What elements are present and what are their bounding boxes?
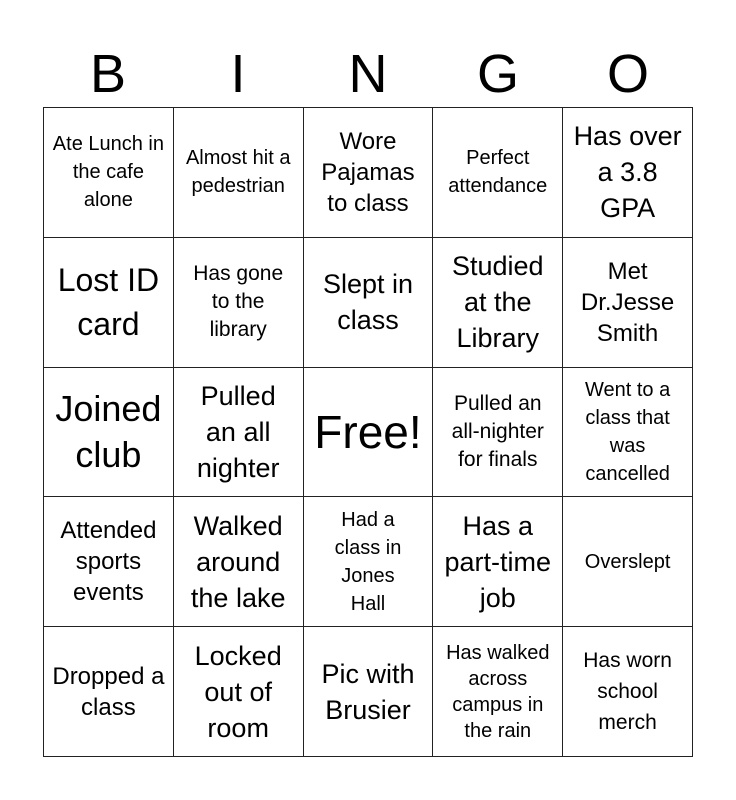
free-space[interactable] [304, 368, 434, 498]
bingo-cell[interactable] [44, 368, 174, 498]
free-space-label: Free! [314, 405, 422, 458]
cell-label: Lost ID card [57, 262, 160, 343]
cell-label: Dropped a class [52, 662, 165, 721]
cell-label: Pulled an all-nighter for finals [451, 391, 544, 471]
header-letter-o: O [606, 44, 649, 104]
bingo-cell[interactable] [304, 238, 434, 368]
bingo-cell[interactable] [563, 368, 693, 498]
bingo-cell[interactable] [174, 627, 304, 757]
cell-label: Pic with Brusier [321, 658, 415, 725]
cell-label: Slept in class [322, 269, 414, 336]
bingo-cell[interactable] [44, 108, 174, 238]
cell-label: Pulled an all nighter [196, 380, 280, 483]
bingo-cell[interactable] [304, 108, 434, 238]
header-letter-i: I [230, 44, 246, 104]
bingo-cell[interactable] [44, 497, 174, 627]
bingo-cell[interactable] [563, 238, 693, 368]
header-letter-n: N [348, 44, 388, 104]
bingo-cell[interactable] [563, 108, 693, 238]
cell-label: Has over a 3.8 GPA [573, 121, 682, 224]
cell-label: Went to a class that was cancelled [584, 378, 671, 485]
cell-label: Walked around the lake [190, 510, 286, 613]
cell-label: Has a part-time job [444, 510, 552, 613]
bingo-cell[interactable] [44, 238, 174, 368]
cell-label: Wore Pajamas to class [321, 127, 415, 217]
cell-label: Almost hit a pedestrian [185, 147, 291, 198]
cell-label: Ate Lunch in the cafe alone [52, 133, 164, 212]
bingo-cell[interactable] [174, 238, 304, 368]
bingo-cell[interactable] [433, 238, 563, 368]
bingo-cell[interactable] [304, 497, 434, 627]
cell-label: Has gone to the library [193, 262, 284, 342]
bingo-cell[interactable] [563, 497, 693, 627]
cell-label: Perfect attendance [448, 147, 548, 198]
bingo-cell[interactable] [174, 108, 304, 238]
bingo-cell[interactable] [433, 627, 563, 757]
bingo-card [43, 107, 693, 757]
cell-label: Joined club [55, 387, 162, 475]
header-letter-g: G [476, 44, 519, 104]
cell-label: Attended sports events [60, 517, 157, 607]
cell-label: Studied at the Library [452, 251, 544, 354]
cell-label: Overslept [584, 550, 671, 573]
header-letter-b: B [89, 44, 127, 104]
cell-label: Has walked across campus in the rain [446, 641, 550, 742]
cell-label: Has worn school merch [583, 649, 672, 735]
bingo-cell[interactable] [44, 627, 174, 757]
bingo-cell[interactable] [174, 497, 304, 627]
bingo-cell[interactable] [174, 368, 304, 498]
cell-label: Locked out of room [194, 640, 282, 743]
cell-label: Had a class in Jones Hall [334, 508, 402, 615]
bingo-header [43, 40, 693, 108]
bingo-cell[interactable] [563, 627, 693, 757]
bingo-cell[interactable] [304, 627, 434, 757]
bingo-cell[interactable] [433, 108, 563, 238]
bingo-cell[interactable] [433, 497, 563, 627]
cell-label: Met Dr.Jesse Smith [580, 257, 675, 347]
bingo-cell[interactable] [433, 368, 563, 498]
